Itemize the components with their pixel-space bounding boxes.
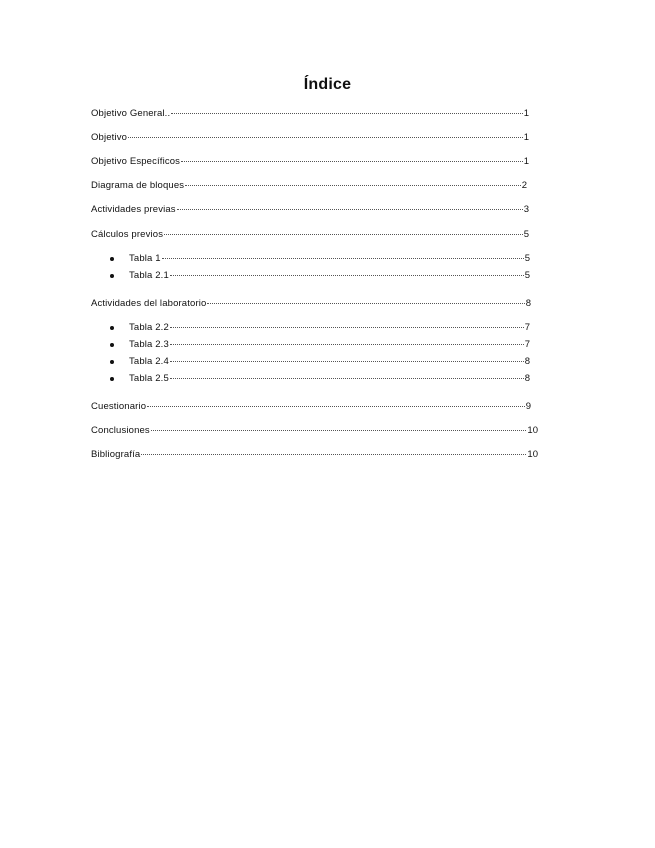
toc-leader: [181, 161, 523, 162]
toc-entry-label: Conclusiones: [91, 425, 150, 436]
toc-entry-label: Actividades del laboratorio: [91, 298, 207, 309]
toc-entry-label: Objetivo Específicos: [91, 156, 181, 167]
toc-entry-label: Objetivo: [91, 132, 128, 143]
toc-entry-label: Tabla 2.4: [129, 356, 169, 367]
toc-entry-objetivo-general[interactable]: [91, 108, 529, 120]
toc-page-number: 1: [523, 108, 529, 119]
bullet-icon: [110, 326, 114, 330]
toc-leader: [141, 454, 526, 455]
toc-leader: [170, 378, 524, 379]
toc-page-number: 8: [524, 356, 530, 367]
toc-leader: [147, 406, 525, 407]
toc-entry-objetivo[interactable]: [91, 132, 529, 144]
toc-entry-calculos-previos[interactable]: [91, 229, 529, 241]
toc-page-number: 1: [523, 132, 529, 143]
toc-entry-objetivo-especificos[interactable]: [91, 156, 529, 168]
toc-subentry-tabla-2-2[interactable]: [129, 322, 530, 334]
toc-entry-conclusiones[interactable]: [91, 425, 538, 437]
page-title: Índice: [303, 76, 352, 93]
toc-entry-label: Tabla 2.5: [129, 373, 169, 384]
toc-leader: [171, 113, 522, 114]
toc-subentry-tabla-2-3[interactable]: [129, 339, 530, 351]
toc-leader: [185, 185, 521, 186]
toc-entry-label: Objetivo General..: [91, 108, 171, 119]
bullet-icon: [110, 257, 114, 261]
toc-subentry-tabla-1[interactable]: [129, 253, 530, 265]
toc-entry-label: Tabla 2.2: [129, 322, 169, 333]
toc-entry-label: Tabla 2.1: [129, 270, 169, 281]
toc-leader: [170, 275, 524, 276]
toc-leader: [170, 361, 524, 362]
toc-page-number: 5: [524, 253, 530, 264]
bullet-icon: [110, 360, 114, 364]
toc-leader: [164, 234, 523, 235]
toc-page-number: 8: [524, 373, 530, 384]
toc-leader: [170, 327, 524, 328]
toc-entry-actividades-del-laboratorio[interactable]: [91, 298, 531, 310]
toc-entry-label: Actividades previas: [91, 204, 176, 215]
toc-entry-label: Tabla 1: [129, 253, 161, 264]
toc-entry-cuestionario[interactable]: [91, 401, 531, 413]
toc-page-number: 8: [525, 298, 531, 309]
toc-page-number: 1: [523, 156, 529, 167]
toc-leader: [128, 137, 523, 138]
toc-page-number: 3: [523, 204, 529, 215]
toc-subentry-tabla-2-1[interactable]: [129, 270, 530, 282]
toc-page-number: 9: [525, 401, 531, 412]
toc-entry-label: Diagrama de bloques: [91, 180, 185, 191]
toc-entry-diagrama-de-bloques[interactable]: [91, 180, 527, 192]
bullet-icon: [110, 377, 114, 381]
bullet-icon: [110, 274, 114, 278]
toc-entry-label: Cuestionario: [91, 401, 147, 412]
bullet-icon: [110, 343, 114, 347]
toc-page-number: 5: [523, 229, 529, 240]
toc-entry-label: Cálculos previos: [91, 229, 164, 240]
toc-leader: [170, 344, 524, 345]
toc-leader: [177, 209, 523, 210]
toc-leader: [207, 303, 524, 304]
toc-page-number: 7: [524, 322, 530, 333]
toc-subentry-tabla-2-4[interactable]: [129, 356, 530, 368]
toc-page-number: 10: [527, 425, 538, 436]
toc-entry-bibliografia[interactable]: [91, 449, 538, 461]
toc-page-number: 5: [524, 270, 530, 281]
toc-page-number: 10: [527, 449, 538, 460]
toc-entry-label: Bibliografía: [91, 449, 141, 460]
toc-leader: [162, 258, 524, 259]
toc-entry-label: Tabla 2.3: [129, 339, 169, 350]
toc-subentry-tabla-2-5[interactable]: [129, 373, 530, 385]
toc-leader: [151, 430, 527, 431]
toc-page-number: 2: [521, 180, 527, 191]
toc-entry-actividades-previas[interactable]: [91, 204, 529, 216]
toc-page-number: 7: [524, 339, 530, 350]
